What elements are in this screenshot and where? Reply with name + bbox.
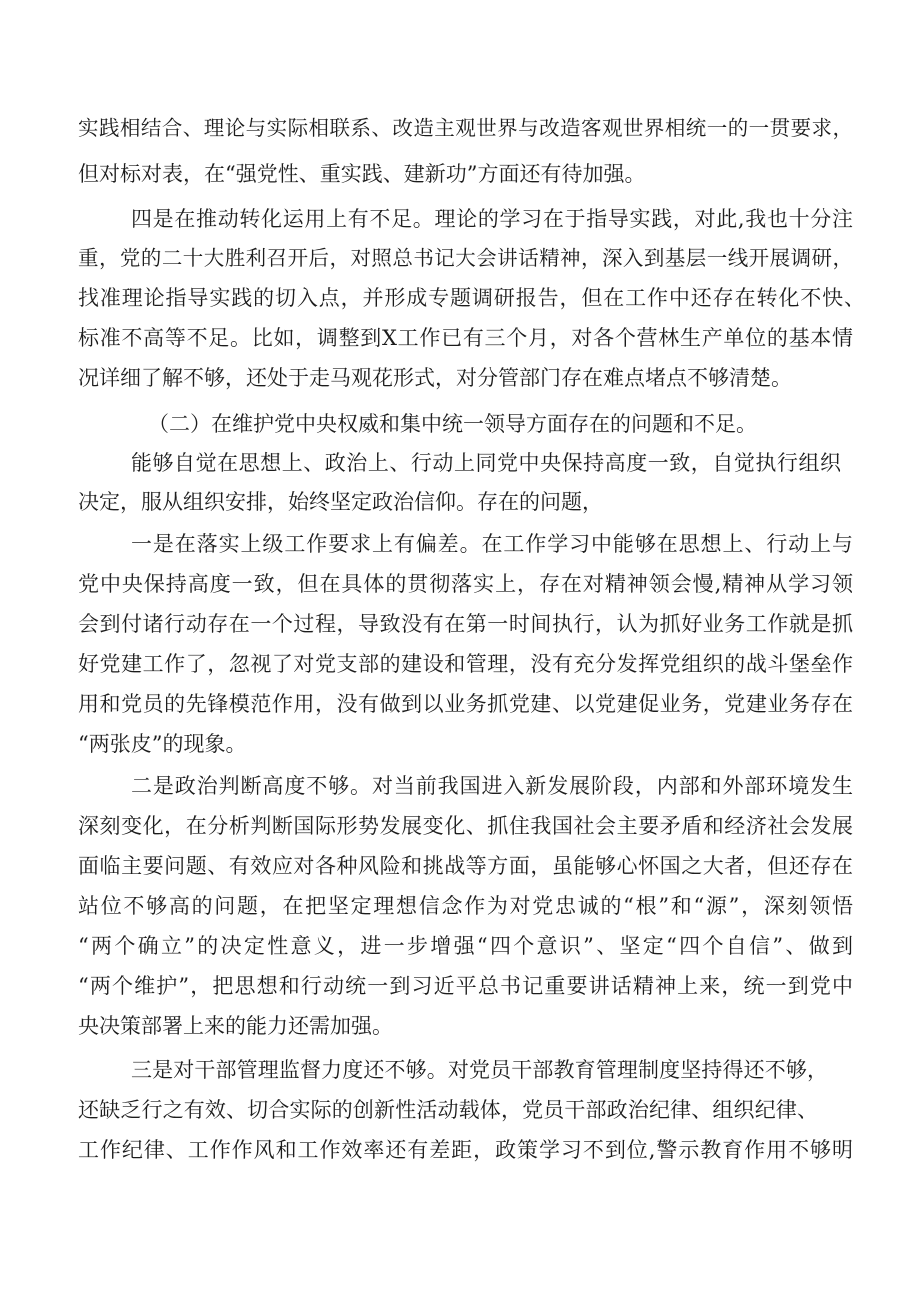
text-line: 面临主要问题、有效应对各种风险和挑战等方面，虽能够心怀国之大者，但还存在 xyxy=(78,854,853,878)
text-line: 央决策部署上来的能力还需加强。 xyxy=(78,1014,393,1038)
paragraph-first-line: 二是政治判断高度不够。对当前我国进入新发展阶段，内部和外部环境发生 xyxy=(131,774,853,798)
text-line: 况详细了解不够，还处于走马观花形式，对分管部门存在难点堵点不够清楚。 xyxy=(78,366,792,390)
text-line: “两个维护”，把思想和行动统一到习近平总书记重要讲话精神上来，统一到党中 xyxy=(78,974,853,998)
text-line: “两个确立”的决定性意义，进一步增强“四个意识”、坚定“四个自信”、做到 xyxy=(78,934,853,958)
paragraph-first-line: 一是在落实上级工作要求上有偏差。在工作学习中能够在思想上、行动上与 xyxy=(131,532,853,556)
text-line: 重，党的二十大胜利召开后，对照总书记大会讲话精神，深入到基层一线开展调研， xyxy=(78,246,853,270)
text-line: 但对标对表，在“强党性、重实践、建新功”方面还有待加强。 xyxy=(78,162,646,186)
text-line: 实践相结合、理论与实际相联系、改造主观世界与改造客观世界相统一的一贯要求， xyxy=(78,116,853,140)
text-line: 决定，服从组织安排，始终坚定政治信仰。存在的问题， xyxy=(78,490,603,514)
text-line: 党中央保持高度一致，但在具体的贯彻落实上，存在对精神领会慢,精神从学习领 xyxy=(78,572,853,596)
text-line: “两张皮”的现象。 xyxy=(78,732,247,756)
text-line: 找准理论指导实践的切入点，并形成专题调研报告，但在工作中还存在转化不快、 xyxy=(78,286,865,310)
paragraph-first-line: 四是在推动转化运用上有不足。理论的学习在于指导实践，对此,我也十分注 xyxy=(131,207,853,231)
paragraph-first-line: 三是对干部管理监督力度还不够。对党员干部教育管理制度坚持得还不够， xyxy=(131,1058,828,1082)
paragraph-first-line: 能够自觉在思想上、政治上、行动上同党中央保持高度一致，自觉执行组织 xyxy=(131,451,841,475)
text-line: 标准不高等不足。比如，调整到X工作已有三个月，对各个营林生产单位的基本情 xyxy=(78,326,853,350)
text-line: 站位不够高的问题，在把坚定理想信念作为对党忠诚的“根”和“源”，深刻领悟 xyxy=(78,894,853,918)
section-heading: （二）在维护党中央权威和集中统一领导方面存在的问题和不足。 xyxy=(148,412,757,436)
text-line: 还缺乏行之有效、切合实际的创新性活动载体，党员干部政治纪律、组织纪律、 xyxy=(78,1098,818,1122)
text-line: 好党建工作了，忽视了对党支部的建设和管理，没有充分发挥党组织的战斗堡垒作 xyxy=(78,652,853,676)
text-line: 会到付诸行动存在一个过程，导致没有在第一时间执行，认为抓好业务工作就是抓 xyxy=(78,612,853,636)
text-line: 深刻变化，在分析判断国际形势发展变化、抓住我国社会主要矛盾和经济社会发展 xyxy=(78,814,853,838)
text-line: 工作纪律、工作作风和工作效率还有差距，政策学习不到位,警示教育作用不够明 xyxy=(78,1138,853,1162)
text-line: 用和党员的先锋模范作用，没有做到以业务抓党建、以党建促业务，党建业务存在 xyxy=(78,692,853,716)
